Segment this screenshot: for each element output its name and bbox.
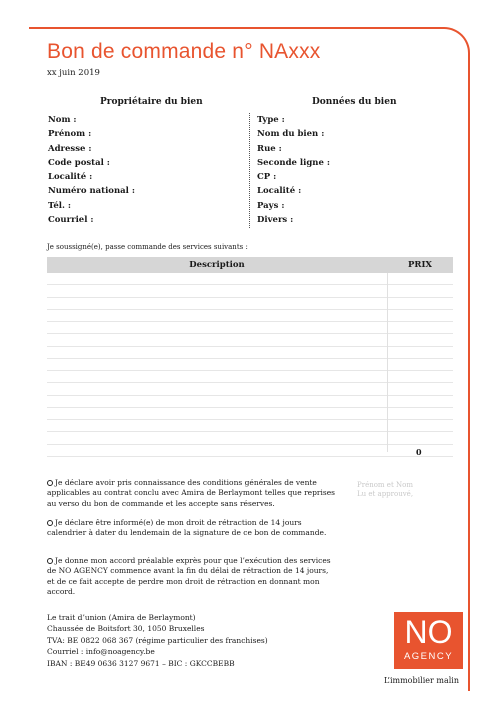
- company-contact: [47, 612, 268, 669]
- owner-heading: Propriétaire du bien: [100, 97, 203, 107]
- contact-line: Courriel : info@noagency.be: [47, 647, 155, 657]
- radio-circle-icon[interactable]: [47, 558, 53, 564]
- table-row[interactable]: [47, 310, 453, 322]
- condition-text: Je déclare être informé(e) de mon droit de rétraction de 14 jours calendrier à dater du lendemain de la signature de ce bon de commande.: [47, 518, 327, 538]
- total-price: 0: [416, 447, 422, 457]
- description-column-header: Description: [189, 260, 245, 270]
- table-row[interactable]: [47, 457, 453, 469]
- condition-item: [47, 556, 337, 597]
- table-row[interactable]: [47, 322, 453, 334]
- table-row[interactable]: [47, 371, 453, 383]
- table-row[interactable]: [47, 408, 453, 420]
- signature-area[interactable]: [340, 481, 430, 499]
- table-row[interactable]: [47, 273, 453, 285]
- table-row[interactable]: [47, 285, 453, 297]
- logo-no-text: NO: [404, 614, 453, 650]
- brand-tagline: L’immobilier malin: [384, 676, 460, 685]
- column-divider: [249, 113, 250, 228]
- property-field-seconde-ligne[interactable]: Seconde ligne :: [257, 157, 330, 168]
- condition-item: [47, 478, 337, 509]
- contact-line: Le trait d’union (Amira de Berlaymont): [47, 613, 196, 622]
- signature-approval-label: Lu et approuvé,: [356, 490, 414, 498]
- property-field-cp[interactable]: CP :: [257, 172, 277, 183]
- condition-text: Je déclare avoir pris connaissance des conditions générales de vente applicables au contrat conclu avec Amira de Berlaymont telles que reprises au verso du bon de commande et les accepte sans réserves.: [47, 478, 336, 508]
- table-row[interactable]: [47, 383, 453, 395]
- property-field-nom-du-bien[interactable]: Nom du bien :: [257, 129, 325, 140]
- owner-field-tel[interactable]: Tél. :: [48, 200, 72, 211]
- signature-name-label: Prénom et Nom: [357, 481, 413, 489]
- table-row[interactable]: [47, 432, 453, 444]
- table-row[interactable]: [47, 334, 453, 346]
- condition-text: Je donne mon accord préalable exprès pour que l’exécution des services de NO AGENCY commence avant la fin du délai de rétraction de 14 jours, et de ce fait accepte de perdre mon droit de rétraction en donnant mon accord.: [47, 556, 331, 596]
- services-table-body: [47, 273, 453, 469]
- page-title: Bon de commande n° NAxxx: [47, 40, 321, 63]
- owner-field-courriel[interactable]: Courriel :: [48, 215, 94, 226]
- property-field-pays[interactable]: Pays :: [257, 200, 285, 211]
- property-field-localite[interactable]: Localité :: [257, 186, 302, 197]
- radio-circle-icon[interactable]: [47, 480, 53, 486]
- condition-item: [47, 518, 337, 539]
- property-field-type[interactable]: Type :: [257, 115, 285, 125]
- price-column-header: PRIX: [407, 260, 433, 270]
- price-column-divider: [387, 273, 388, 452]
- contact-line: TVA: BE 0822 068 367 (régime particulier des franchises): [47, 635, 268, 645]
- table-row[interactable]: [47, 445, 453, 457]
- table-row[interactable]: [47, 420, 453, 432]
- no-agency-logo: [394, 612, 463, 669]
- owner-field-code-postal[interactable]: Code postal :: [48, 157, 110, 168]
- owner-field-adresse[interactable]: Adresse :: [48, 143, 92, 154]
- property-fields: [257, 113, 330, 227]
- table-row[interactable]: [47, 396, 453, 408]
- owner-fields: [48, 113, 135, 227]
- services-table-header: [47, 257, 453, 273]
- services-table: [47, 257, 453, 469]
- owner-field-localite[interactable]: Localité :: [48, 172, 93, 183]
- owner-field-nom[interactable]: Nom :: [48, 115, 77, 125]
- logo-agency-text: AGENCY: [403, 651, 454, 662]
- order-date: xx juin 2019: [47, 68, 100, 78]
- owner-field-prenom[interactable]: Prénom :: [48, 129, 92, 140]
- radio-circle-icon[interactable]: [47, 520, 53, 526]
- table-row[interactable]: [47, 359, 453, 371]
- property-field-divers[interactable]: Divers :: [257, 215, 294, 226]
- property-field-rue[interactable]: Rue :: [257, 143, 282, 154]
- order-intro: Je soussigné(e), passe commande des services suivants :: [47, 243, 248, 251]
- contact-line: Chaussée de Boitsfort 30, 1050 Bruxelles: [47, 624, 205, 634]
- table-row[interactable]: [47, 347, 453, 359]
- contact-line: IBAN : BE49 0636 3127 9671 – BIC : GKCCBEBB: [47, 658, 235, 668]
- table-row[interactable]: [47, 298, 453, 310]
- owner-field-numero-national[interactable]: Numéro national :: [48, 186, 135, 197]
- property-heading: Données du bien: [312, 97, 397, 107]
